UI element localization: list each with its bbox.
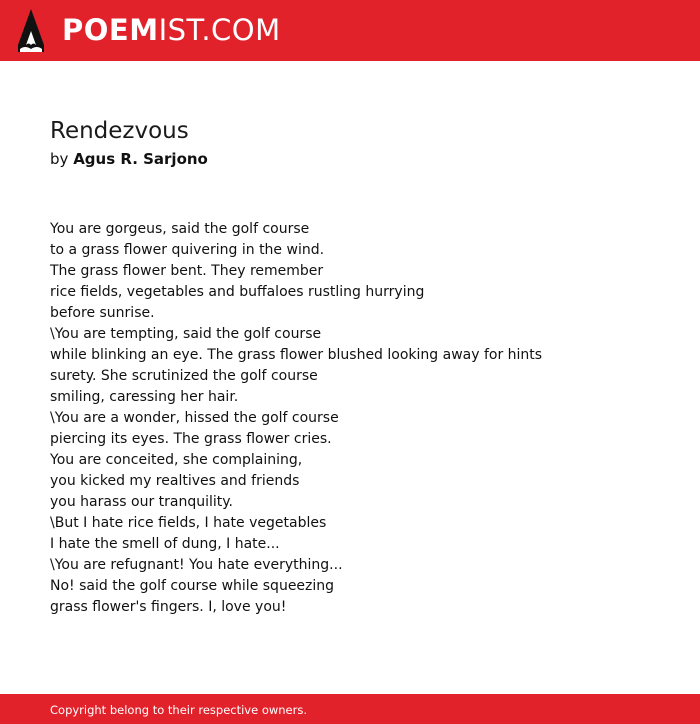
copyright-text: Copyright belong to their respective owners. (50, 703, 308, 717)
poem-author: Agus R. Sarjono (73, 150, 208, 168)
poem-title: Rendezvous (50, 118, 189, 144)
poem-line: you kicked my realtives and friends (50, 473, 300, 489)
poem-line: before sunrise. (50, 305, 155, 321)
site-logo-text[interactable] (62, 12, 281, 48)
poem-line: \You are refugnant! You hate everything... (50, 557, 343, 573)
poem-line: \You are a wonder, hissed the golf course (50, 410, 339, 426)
poem-line: grass flower's fingers. I, love you! (50, 599, 287, 615)
poem-line: \You are tempting, said the golf course (50, 326, 322, 342)
brand-bold-text: POEM (62, 13, 159, 47)
poem-line: You are gorgeus, said the golf course (50, 221, 310, 237)
site-footer (0, 694, 700, 724)
poem-line: while blinking an eye. The grass flower blushed looking away for hints (50, 347, 543, 363)
poem-line: smiling, caressing her hair. (50, 389, 239, 405)
poem-line: you harass our tranquility. (50, 494, 233, 510)
by-label: by (50, 150, 69, 168)
poem-line: piercing its eyes. The grass flower cries. (50, 431, 332, 447)
poem-line: No! said the golf course while squeezing (50, 578, 335, 594)
poem-line: to a grass flower quivering in the wind. (50, 242, 325, 258)
site-header (0, 0, 700, 61)
pencil-tip-icon[interactable] (18, 9, 44, 52)
poem-line: surety. She scrutinized the golf course (50, 368, 318, 384)
poem-byline (50, 149, 208, 169)
poem-line: I hate the smell of dung, I hate... (50, 536, 280, 552)
poem-body (50, 219, 670, 618)
poem-line: rice fields, vegetables and buffaloes rustling hurrying (50, 284, 425, 300)
brand-light-text: IST.COM (158, 13, 281, 47)
poem-line: \But I hate rice fields, I hate vegetables (50, 515, 327, 531)
poem-line: The grass flower bent. They remember (50, 263, 324, 279)
poem-line: You are conceited, she complaining, (50, 452, 303, 468)
